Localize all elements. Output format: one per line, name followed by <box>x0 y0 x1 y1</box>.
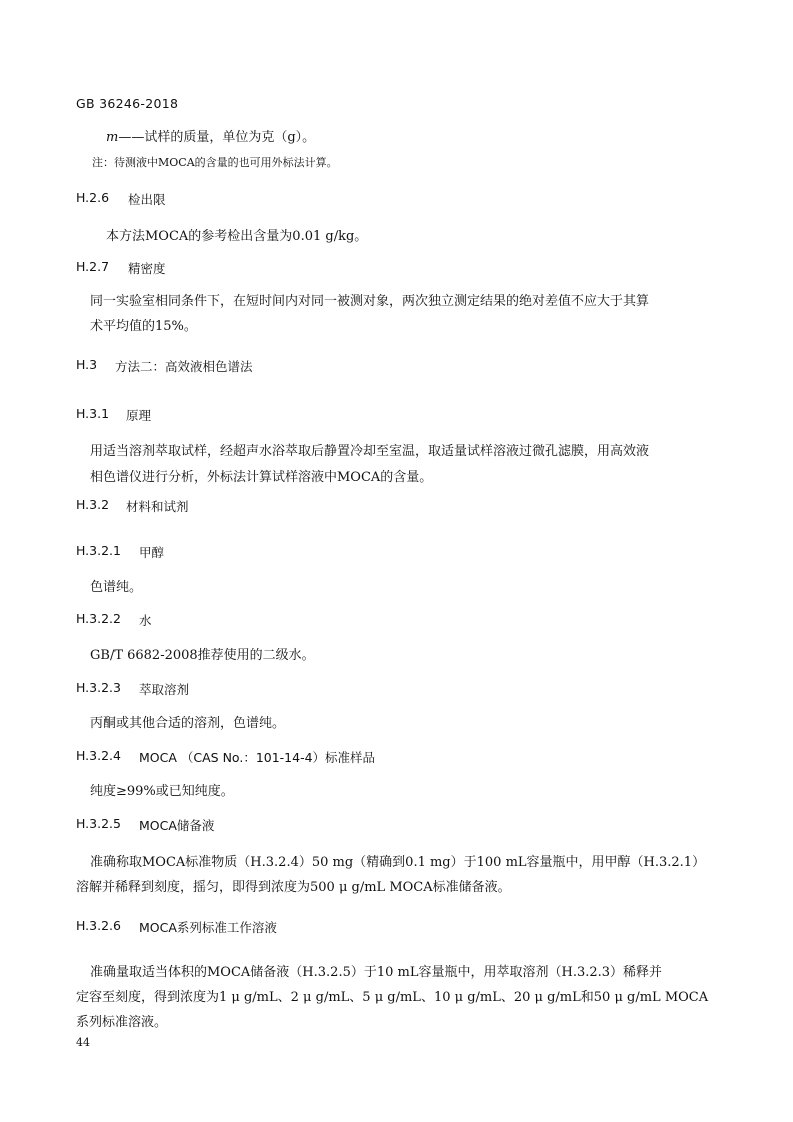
paragraph-line: 相色谱仪进行分析，外标法计算试样溶液中MOCA的含量。 <box>90 470 433 485</box>
formula-variable-note <box>106 126 315 145</box>
section-title: 方法二：高效液相色谱法 <box>115 359 253 374</box>
section-number: H.3.2.1 <box>76 543 121 558</box>
section-title: MOCA储备液 <box>139 818 215 833</box>
paragraph-line: GB/T 6682-2008推荐使用的二级水。 <box>90 648 315 663</box>
paragraph-line: 准确称取MOCA标准物质（H.3.2.4）50 mg（精确到0.1 mg）于100 mL容量瓶中，用甲醇（H.3.2.1） <box>90 855 706 870</box>
section-number: H.3.2.3 <box>76 680 121 695</box>
formula-description: ——试样的质量，单位为克（g）。 <box>118 130 316 145</box>
paragraph-line: 准确量取适当体积的MOCA储备液（H.3.2.5）于10 mL容量瓶中，用萃取溶剂（H.3.2.3）稀释并 <box>90 965 663 980</box>
paragraph-line: 同一实验室相同条件下，在短时间内对同一被测对象，两次独立测定结果的绝对差值不应大于其算 <box>90 294 650 309</box>
section-number: H.3.1 <box>76 406 110 421</box>
section-title: MOCA系列标准工作溶液 <box>139 920 277 935</box>
section-number: H.3.2.6 <box>76 918 121 933</box>
section-title: 原理 <box>126 408 152 423</box>
section-title: 萃取溶剂 <box>139 682 190 697</box>
paragraph-line: 丙酮或其他合适的溶剂，色谱纯。 <box>90 716 286 731</box>
paragraph-line: 纯度≥99%或已知纯度。 <box>90 784 234 799</box>
section-number: H.3 <box>76 357 98 372</box>
paragraph-line: 系列标准溶液。 <box>76 1015 168 1030</box>
section-number: H.3.2.5 <box>76 816 121 831</box>
formula-symbol: m <box>106 130 119 145</box>
section-title: MOCA （CAS No.：101-14-4）标准样品 <box>139 750 376 765</box>
section-number: H.2.7 <box>76 259 110 274</box>
section-number: H.3.2 <box>76 497 110 512</box>
paragraph-line: 本方法MOCA的参考检出含量为0.01 g/kg。 <box>106 229 368 244</box>
note-text: 注：待测液中MOCA的含量的也可用外标法计算。 <box>92 156 338 169</box>
paragraph-line: 定容至刻度，得到浓度为1 μ g/mL、2 μ g/mL、5 μ g/mL、10 μ g/mL、20 μ g/mL和50 μ g/mL MOCA <box>76 990 709 1005</box>
paragraph-line: 术平均值的15%。 <box>90 319 197 334</box>
paragraph-line: 溶解并稀释到刻度，摇匀，即得到浓度为500 μ g/mL MOCA标准储备液。 <box>76 880 511 895</box>
section-title: 甲醇 <box>139 545 165 560</box>
section-number: H.3.2.2 <box>76 611 121 626</box>
page-number: 44 <box>76 1036 90 1049</box>
document-header: GB 36246-2018 <box>76 96 179 111</box>
paragraph-line: 用适当溶剂萃取试样，经超声水浴萃取后静置冷却至室温，取适量试样溶液过微孔滤膜，用高效液 <box>90 444 650 459</box>
section-number: H.3.2.4 <box>76 748 121 763</box>
section-title: 精密度 <box>128 261 166 276</box>
section-title: 材料和试剂 <box>126 499 189 514</box>
section-title: 水 <box>139 613 152 628</box>
section-number: H.2.6 <box>76 190 110 205</box>
paragraph-line: 色谱纯。 <box>90 580 143 595</box>
section-title: 检出限 <box>128 192 166 207</box>
